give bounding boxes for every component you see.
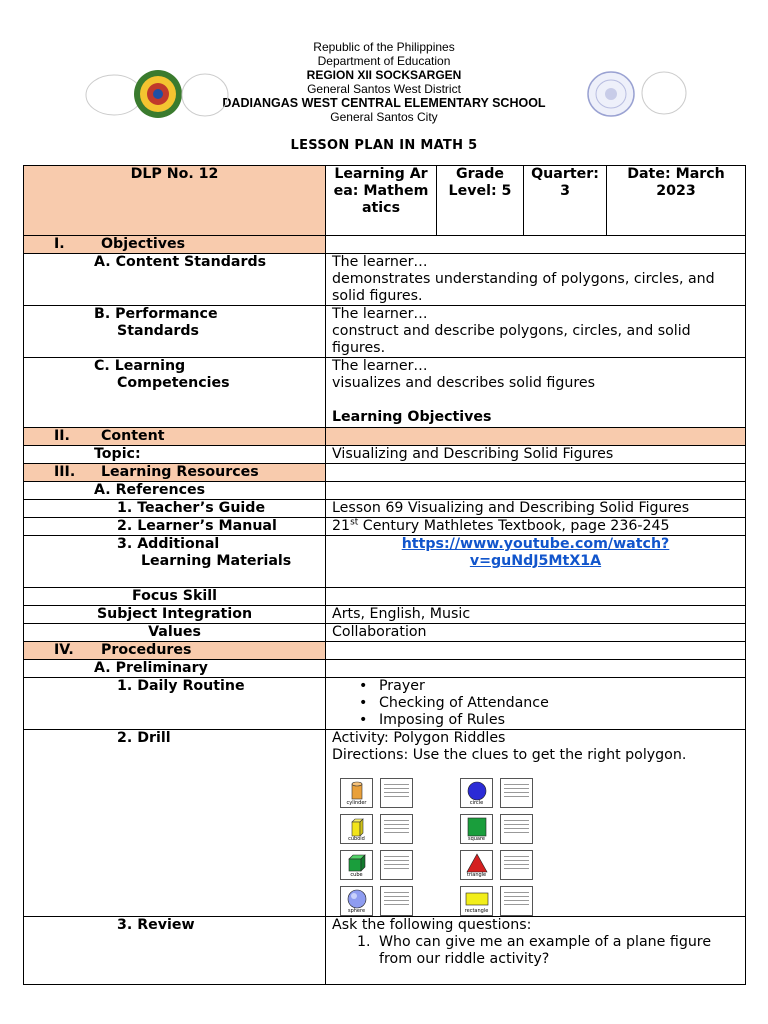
lesson-plan-table — [23, 165, 746, 985]
list-item — [357, 934, 739, 968]
section-learning-resources — [24, 464, 326, 482]
clue-card — [380, 886, 413, 916]
section-label: Learning Resources — [101, 464, 259, 480]
value-values: Collaboration — [326, 624, 746, 642]
list-item — [359, 712, 739, 729]
value-topic: Visualizing and Describing Solid Figures — [326, 446, 746, 464]
header-line-school: DADIANGAS WEST CENTRAL ELEMENTARY SCHOOL — [222, 96, 546, 110]
value-daily-routine — [326, 678, 746, 730]
question-text: Who can give me an example of a plane figure from our riddle activity? — [379, 934, 712, 967]
lesson-plan-title: LESSON PLAN IN MATH 5 — [290, 138, 478, 153]
row-values — [24, 624, 746, 642]
bullet-icon: • — [359, 712, 368, 728]
empty-cell — [326, 482, 746, 500]
header-line-district: General Santos West District — [307, 82, 461, 96]
row-preliminary — [24, 660, 746, 678]
comp-label-2: Competencies — [117, 375, 230, 391]
right-oval-outline — [640, 70, 688, 116]
row-performance-standards — [24, 306, 746, 358]
header-line-region: REGION XII SOCKSARGEN — [306, 68, 462, 82]
value-content-standards — [326, 254, 746, 306]
section-label: Content — [101, 428, 165, 444]
clue-card — [500, 886, 533, 916]
row-procedures — [24, 642, 746, 660]
label-content-standards: A. Content Standards — [24, 254, 326, 306]
info-row — [24, 166, 746, 236]
label-daily-routine: 1. Daily Routine — [24, 678, 326, 730]
cuboid-icon — [349, 817, 365, 837]
row-additional-materials — [24, 536, 746, 588]
value-drill — [326, 730, 746, 917]
lesson-date: Date: March 2023 — [607, 166, 746, 236]
card-circle — [460, 778, 493, 808]
header-line-department: Department of Education — [317, 54, 451, 68]
square-icon — [467, 817, 487, 837]
section-label: Objectives — [101, 236, 186, 252]
add-label-2: Learning Materials — [141, 553, 292, 569]
dlp-number: DLP No. 12 — [24, 166, 326, 236]
label-learning-competencies — [24, 358, 326, 428]
row-objectives — [24, 236, 746, 254]
card-square — [460, 814, 493, 844]
school-seal-icon — [586, 70, 636, 118]
section-label: Procedures — [101, 642, 192, 658]
label-additional-materials — [24, 536, 326, 588]
comp-label-1: C. Learning — [94, 358, 186, 374]
sphere-icon — [347, 889, 367, 909]
card-rectangle — [460, 886, 493, 916]
clue-card — [380, 814, 413, 844]
empty-cell — [326, 236, 746, 254]
label-focus-skill: Focus Skill — [24, 588, 326, 606]
value-performance-standards — [326, 306, 746, 358]
deped-seal-icon — [132, 68, 184, 120]
card-label: cylinder — [346, 800, 367, 806]
value-learners-manual — [326, 518, 746, 536]
row-focus-skill — [24, 588, 746, 606]
roman-numeral: III. — [54, 464, 76, 480]
value-additional-materials — [326, 536, 746, 588]
learning-area: Learning Area: Mathematics — [326, 166, 437, 236]
circle-icon — [467, 781, 487, 801]
empty-cell — [326, 428, 746, 446]
perf-std-label-1: B. Performance — [94, 306, 218, 322]
label-learners-manual: 2. Learner’s Manual — [24, 518, 326, 536]
label-topic: Topic: — [24, 446, 326, 464]
label-preliminary: A. Preliminary — [24, 660, 326, 678]
row-learners-manual — [24, 518, 746, 536]
row-review — [24, 917, 746, 985]
list-item — [359, 695, 739, 712]
card-label: cuboid — [348, 836, 365, 842]
row-teachers-guide — [24, 500, 746, 518]
routine-item: Checking of Attendance — [379, 695, 549, 711]
value-teachers-guide: Lesson 69 Visualizing and Describing Solid Figures — [326, 500, 746, 518]
roman-numeral: IV. — [54, 642, 74, 658]
clue-card — [500, 850, 533, 880]
review-intro: Ask the following questions: — [332, 917, 532, 933]
empty-cell — [326, 464, 746, 482]
clue-card — [380, 778, 413, 808]
value-learning-competencies — [326, 358, 746, 428]
polygon-riddle-cards — [340, 778, 739, 916]
row-drill — [24, 730, 746, 917]
card-label: rectangle — [464, 908, 489, 914]
card-label: circle — [469, 800, 484, 806]
bullet-icon: • — [359, 678, 368, 694]
review-questions — [332, 934, 739, 968]
roman-numeral: II. — [54, 428, 70, 444]
label-references: A. References — [24, 482, 326, 500]
empty-cell — [326, 660, 746, 678]
quarter: Quarter: 3 — [524, 166, 607, 236]
routine-item: Prayer — [379, 678, 425, 694]
row-learning-resources — [24, 464, 746, 482]
section-procedures — [24, 642, 326, 660]
grade-level: Grade Level: 5 — [437, 166, 524, 236]
drill-directions: Directions: Use the clues to get the right polygon. — [332, 747, 687, 763]
row-content-standards — [24, 254, 746, 306]
perf-std-label-2: Standards — [117, 323, 200, 339]
left-circle-outline — [180, 72, 230, 118]
section-content — [24, 428, 326, 446]
card-triangle — [460, 850, 493, 880]
card-cuboid — [340, 814, 373, 844]
value-subject-integration: Arts, English, Music — [326, 606, 746, 624]
card-label: cube — [350, 872, 363, 878]
youtube-link[interactable] — [402, 536, 670, 569]
roman-numeral: I. — [54, 236, 65, 252]
header-line-city: General Santos City — [330, 110, 438, 124]
youtube-link-part2[interactable]: v=guNdJ5MtX1A — [469, 553, 602, 569]
clue-card — [380, 850, 413, 880]
bullet-icon: • — [359, 695, 368, 711]
card-label: sphere — [347, 908, 366, 914]
row-references — [24, 482, 746, 500]
row-content — [24, 428, 746, 446]
row-topic — [24, 446, 746, 464]
comp-line1: The learner… — [332, 358, 428, 374]
card-label: square — [467, 836, 486, 842]
card-label: triangle — [466, 872, 487, 878]
perf-std-line1: The learner… — [332, 306, 428, 322]
label-teachers-guide: 1. Teacher’s Guide — [24, 500, 326, 518]
routine-item: Imposing of Rules — [379, 712, 505, 728]
list-item — [359, 678, 739, 695]
section-objectives — [24, 236, 326, 254]
comp-line2: visualizes and describes solid figures — [332, 375, 595, 391]
lm-sup: st — [350, 517, 359, 528]
header-line-republic: Republic of the Philippines — [313, 40, 455, 54]
content-std-line2: demonstrates understanding of polygons, circles, and solid figures. — [332, 271, 715, 304]
card-cube — [340, 850, 373, 880]
empty-cell — [326, 642, 746, 660]
empty-cell — [326, 588, 746, 606]
row-subject-integration — [24, 606, 746, 624]
label-values: Values — [24, 624, 326, 642]
add-label-1: 3. Additional — [117, 536, 220, 552]
learning-objectives-heading: Learning Objectives — [332, 409, 492, 425]
drill-activity: Activity: Polygon Riddles — [332, 730, 506, 746]
row-learning-competencies — [24, 358, 746, 428]
label-drill: 2. Drill — [24, 730, 326, 917]
perf-std-line2: construct and describe polygons, circles, and solid figures. — [332, 323, 691, 356]
routine-list — [332, 678, 739, 729]
triangle-icon — [466, 853, 488, 873]
label-review: 3. Review — [24, 917, 326, 985]
question-number: 1. — [357, 934, 371, 950]
content-std-line1: The learner… — [332, 254, 428, 270]
row-daily-routine — [24, 678, 746, 730]
card-cylinder — [340, 778, 373, 808]
card-sphere — [340, 886, 373, 916]
clue-card — [500, 814, 533, 844]
label-performance-standards — [24, 306, 326, 358]
lm-post: Century Mathletes Textbook, page 236-245 — [358, 518, 670, 534]
clue-card — [500, 778, 533, 808]
value-review — [326, 917, 746, 985]
label-subject-integration: Subject Integration — [24, 606, 326, 624]
youtube-link-part1[interactable]: https://www.youtube.com/watch? — [401, 536, 670, 552]
cylinder-icon — [350, 781, 364, 801]
rectangle-icon — [465, 889, 489, 909]
cube-icon — [347, 853, 367, 873]
lm-pre: 21 — [332, 518, 351, 534]
